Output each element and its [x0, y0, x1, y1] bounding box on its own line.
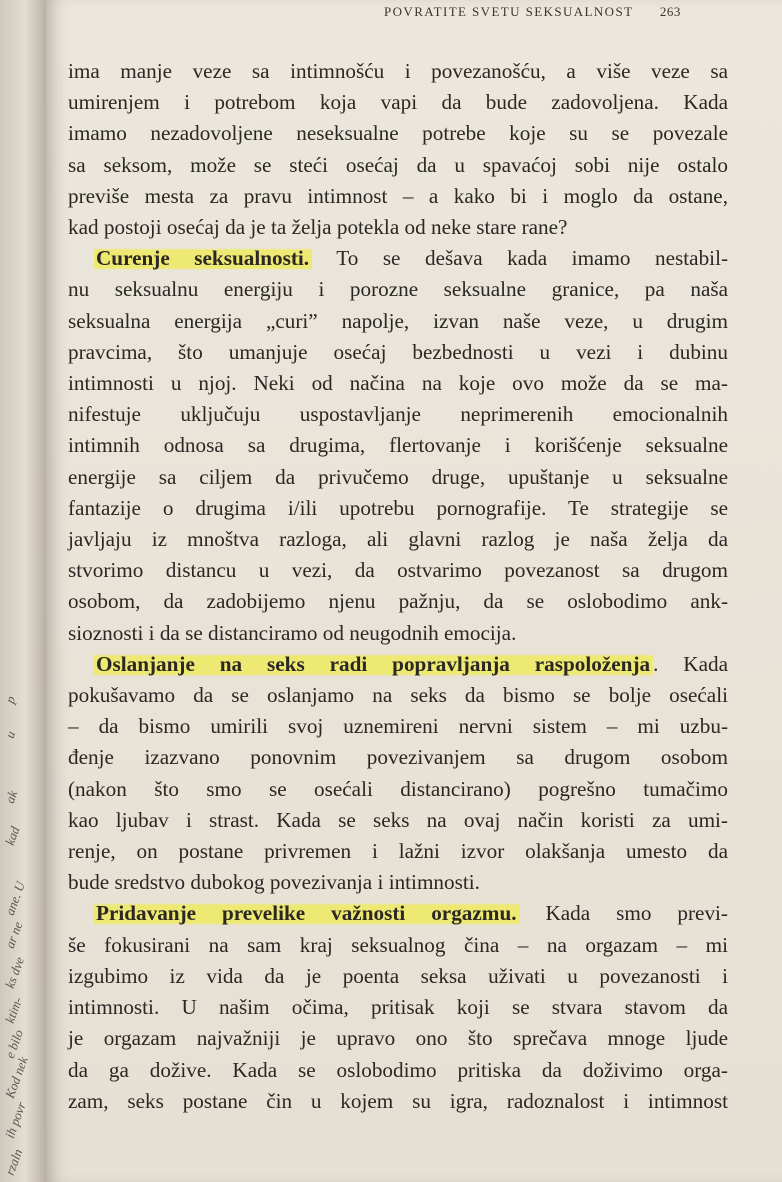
text-line: izgubimo iz vida da je poenta seksa uživati u povezanosti i [68, 963, 728, 988]
margin-fragment: e bilo [2, 1027, 27, 1061]
text-line [68, 649, 728, 680]
running-header [384, 4, 681, 20]
text-line: pravcima, što umanjuje osećaj bezbednosti u vezi i dubinu [68, 339, 728, 364]
highlighted-heading: Curenje seksualnosti. [94, 246, 312, 270]
margin-fragment: Kod nek [2, 1054, 31, 1101]
highlighted-heading: Pridavanje prevelike važnosti orgazmu. [94, 901, 520, 925]
margin-fragment: kad [2, 824, 23, 848]
margin-fragment: u [2, 728, 19, 741]
margin-fragment: ks dve [2, 954, 28, 991]
text-line: đenje izazvano ponovnim povezivanjem sa drugom osobom [68, 745, 728, 770]
text-line: kao ljubav i strast. Kada se seks na ovaj način koristi za umi- [68, 807, 728, 832]
paragraph-mood-regulation [68, 649, 728, 899]
adjacent-page-edge [0, 0, 46, 1182]
margin-fragment: rzaln [2, 1146, 26, 1178]
text-line: (nakon što smo se osećali distancirano) pogrešno tumačimo [68, 776, 728, 801]
text-line: ima manje veze sa intimnošću i povezanošću, a više veze sa [68, 59, 728, 83]
text-line: umirenjem i potrebom koja vapi da bude zadovoljena. Kada [68, 90, 728, 115]
text-line: nifestuje uključuju uspostavljanje neprimerenih emocionalnih [68, 402, 728, 427]
text-line: stvorimo distancu u vezi, da ostvarimo povezanost sa drugom [68, 558, 728, 583]
body-text [68, 56, 728, 1117]
margin-fragment: ar ne [2, 919, 26, 951]
heading-continuation: Kada smo previ- [519, 901, 728, 926]
margin-fragment: p [2, 693, 19, 706]
text-line [68, 243, 728, 274]
paragraph-orgasm-importance [68, 898, 728, 1116]
text-line: osobom, da zadobijemo njenu pažnju, da se oslobodimo ank- [68, 589, 728, 614]
text-line: sioznosti i da se distanciramo od neugodnih emocija. [68, 620, 517, 645]
paragraph-continuation [68, 56, 728, 243]
text-line [68, 898, 728, 929]
chapter-title: POVRATITE SVETU SEKSUALNOST [384, 4, 634, 19]
highlighted-heading: Oslanjanje na seks radi popravljanja raspoloženja [94, 652, 653, 676]
page-number: 263 [659, 4, 681, 19]
text-line: energije sa ciljem da privučemo druge, upuštanje u seksualne [68, 464, 728, 489]
text-line: pokušavamo da se oslanjamo na seks da bismo se bolje osećali [68, 683, 728, 708]
heading-continuation: To se dešava kada imamo nestabil- [312, 246, 729, 271]
paragraph-leaking-sexuality [68, 243, 728, 649]
text-line: zam, seks postane čin u kojem su igra, radoznalost i intimnost [68, 1088, 728, 1113]
margin-fragment: ktim- [2, 994, 26, 1026]
text-line: renje, on postane privremen i lažni izvor olakšanja umesto da [68, 839, 728, 864]
text-line: previše mesta za pravu intimnost – a kako bi i moglo da ostane, [68, 183, 728, 208]
text-line: da ga dožive. Kada se oslobodimo pritiska da doživimo orga- [68, 1057, 728, 1082]
text-line: intimnih odnosa sa drugima, flertovanje i korišćenje seksualne [68, 433, 728, 458]
margin-fragment: ih povr [2, 1100, 29, 1141]
text-line: sa seksom, može se steći osećaj da u spavaćoj sobi nije ostalo [68, 152, 728, 177]
margin-fragment: ak [2, 788, 21, 806]
book-page [46, 0, 782, 1182]
text-line: intimnosti. U našim očima, pritisak koji se stvara stavom da [68, 995, 728, 1020]
text-line: imamo nezadovoljene neseksualne potrebe koje su se povezale [68, 121, 728, 146]
text-line: fantazije o drugima i/ili upotrebu pornografije. Te strategije se [68, 495, 728, 520]
text-line: intimnosti u njoj. Neki od načina na koje ovo može da se ma- [68, 371, 728, 396]
text-line: nu seksualnu energiju i porozne seksualne granice, pa naša [68, 277, 728, 302]
margin-fragment: ane. U [2, 879, 28, 918]
text-line: še fokusirani na sam kraj seksualnog čina – na orgazam – mi [68, 932, 728, 957]
text-line: bude sredstvo dubokog povezivanja i intimnosti. [68, 870, 480, 895]
heading-continuation: . Kada [653, 651, 728, 676]
text-line: kad postoji osećaj da je ta želja potekla od neke stare rane? [68, 215, 568, 240]
text-line: – da bismo umirili svoj uznemireni nervni sistem – mi uzbu- [68, 714, 728, 739]
text-line: je orgazam najvažniji je upravo ono što sprečava mnoge ljude [68, 1026, 728, 1051]
text-line: javljaju iz mnoštva razloga, ali glavni razlog je naša želja da [68, 527, 728, 552]
text-line: seksualna energija „curi” napolje, izvan naše veze, u drugim [68, 308, 728, 333]
